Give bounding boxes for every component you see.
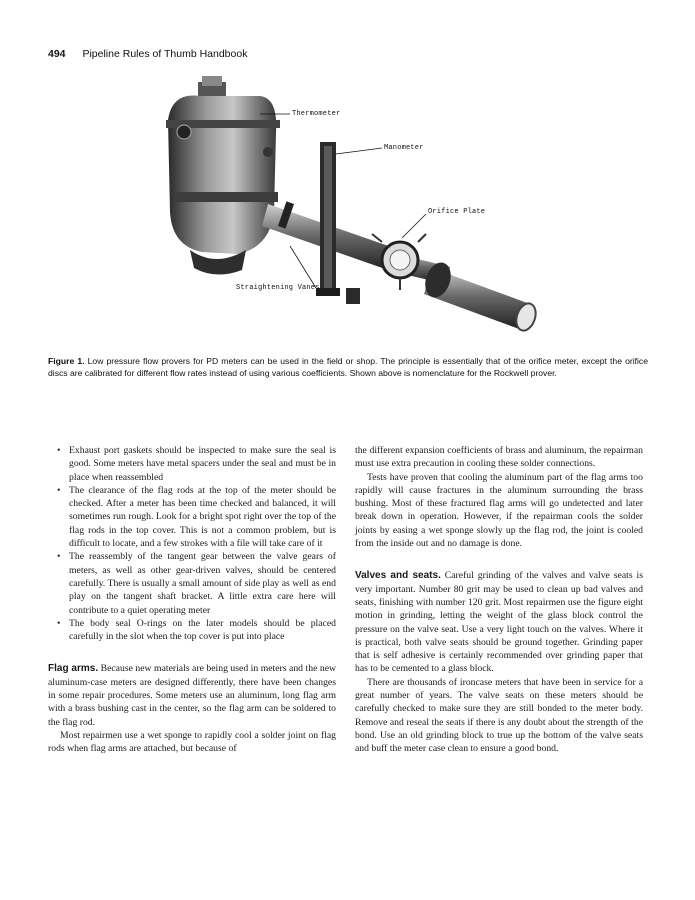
orifice-leader xyxy=(402,214,426,238)
meter-body xyxy=(166,76,280,275)
vanes-leader xyxy=(290,246,316,288)
prover-figure xyxy=(150,62,570,352)
page-number: 494 xyxy=(48,48,66,60)
flag-arms-paragraph: Flag arms. Because new materials are being used in meters and the new aluminum-case meters are designed differently, there have been changes in some repair procedures. Some meters use an aluminum, long flag arm with a brass bushing cast in the center, so the flag arm can be soldered to the flag rod. xyxy=(48,663,337,728)
caption-text: Low pressure flow provers for PD meters can be used in the field or shop. The principle is essentially that of the orifice meter, except the orifice discs are calibrated for different flow rates instead of using various coefficients. Shown above is nomenclature for the Rockwell prover. xyxy=(48,356,648,378)
inspection-list xyxy=(48,444,336,643)
cooling-paragraph: Tests have proven that cooling the aluminum part of the flag arms too rapidly will cause fractures in the aluminum surrounding the brass bushing. Most of these fractured flag arms will go undetected and later break down in operation. However, if the repairman cools the solder joints by easing a wet sponge slowly up the flag rod, the joint is cooled from the inside out and no damage is done. xyxy=(355,471,643,550)
outlet-pipe xyxy=(421,259,539,333)
running-header xyxy=(48,48,247,60)
manometer-column xyxy=(316,142,340,296)
flag-arms-heading: Flag arms. xyxy=(48,663,99,675)
caption-label: Figure 1. xyxy=(48,356,85,366)
prover-illustration xyxy=(150,62,570,352)
book-title: Pipeline Rules of Thumb Handbook xyxy=(82,48,248,60)
flag-arms-paragraph-2: Most repairmen use a wet sponge to rapidly cool a solder joint on flag rods when flag arms are attached, but because of xyxy=(48,729,336,755)
list-item: • The clearance of the flag rods at the top of the meter should be checked. After a meter has been time checked and balanced, it will sometimes run rough. Look for a bright spot right over the top of the flag rods in the top cover. This is not a common problem, but is difficult to locate, and a few strokes with a file will take care of it xyxy=(57,484,336,550)
figure-caption xyxy=(48,356,648,379)
right-column xyxy=(355,444,643,756)
expansion-paragraph: the different expansion coefficients of brass and aluminum, the repairman must use extra precaution in cooling these solder connections. xyxy=(355,445,643,470)
thermometer-label: Thermometer xyxy=(292,110,341,118)
manometer-label: Manometer xyxy=(384,144,424,152)
valves-heading: Valves and seats. xyxy=(355,570,441,582)
list-item: • The body seal O-rings on the later models should be placed carefully in the slot when the top cover is put into place xyxy=(57,617,336,643)
list-item: • Exhaust port gaskets should be inspected to make sure the seal is good. Some meters have metal spacers under the seal and must be in place when reassembled xyxy=(57,445,336,483)
valves-paragraph: Valves and seats. Careful grinding of the valves and valve seats is very important. Number 80 grit may be used to clean up bad valves and seats, finishing with number 120 grit. Most repairmen use the figure eight motion in grinding, letting the weight of the glass block control the pressure on the valve seat. Use a very light touch on the valves. Where it is practical, both valve seats should be ground together. Grinding paper that is self adhesive is certainly recommended over grinding paper that has to be cemented to a glass block. xyxy=(355,570,643,675)
straightening-vanes-label: Straightening Vanes xyxy=(236,284,320,292)
orifice-plate-label: Orifice Plate xyxy=(428,208,486,216)
ironcase-paragraph: There are thousands of ironcase meters that have been in service for a great number of years. The valve seats on these meters should be carefully checked to make sure they are still bonded to the meter body. Remove and reseal the seats if there is any doubt about the strength of the bond. Use an old grinding block to true up the bottom of the valve seats and buff the meter case clean to ensure a good bond. xyxy=(355,676,643,755)
manometer-leader xyxy=(336,148,382,154)
left-column xyxy=(48,444,336,756)
list-item: • The reassembly of the tangent gear between the valve gears of meters, as well as other gear-driven valves, should be centered carefully. There is usually a small amount of side play as well as end play on the tangent shaft bracket. A little extra care here will contribute to a quiet operating meter xyxy=(57,551,336,616)
